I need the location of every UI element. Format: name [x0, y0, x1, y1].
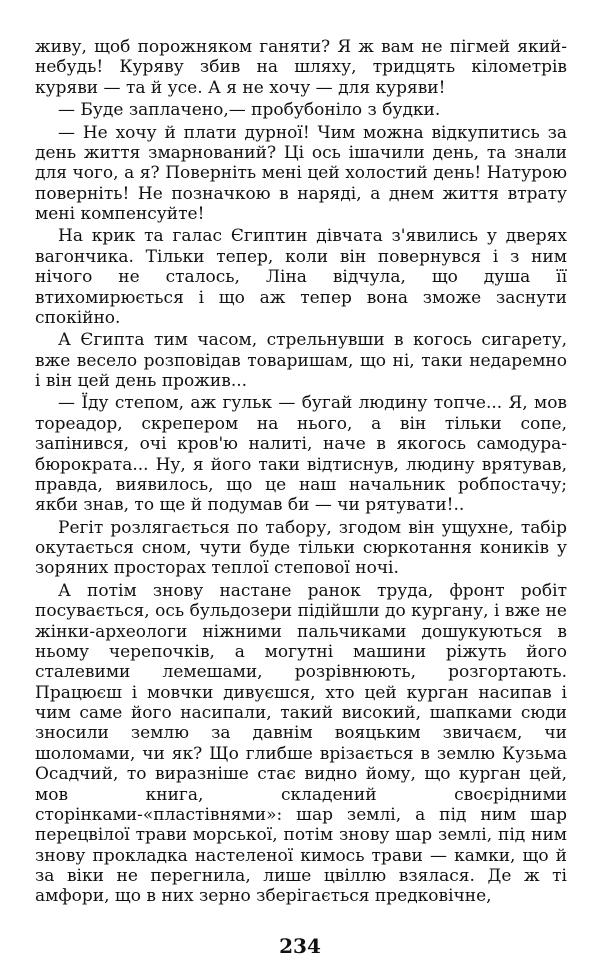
- paragraph: А Єгипта тим часом, стрельнувши в когось сигарету, вже весело розповідав товаришам, що ні, таки недаремно і він цей день прожив...: [35, 330, 567, 391]
- paragraph: — Буде заплачено,— пробубоніло з будки.: [58, 100, 441, 121]
- paragraph-continued: живу, щоб порожняком ганяти? Я ж вам не пігмей який-небудь! Куряву збив на шляху, тридцять кілометрів куряви — та й усе. А я не хочу — для куряви!: [35, 37, 567, 98]
- paragraph: На крик та галас Єгиптин дівчата з'явились у дверях вагончика. Тільки тепер, коли він повернувся і з ним нічого не сталось, Ліна відчула, що душа її втихомирюється і що аж тепер вона зможе заснути спокійно.: [35, 226, 567, 328]
- paragraph: — Їду степом, аж гульк — бугай людину топче... Я, мов тореадор, скрепером на нього, а він тільки сопе, запінився, очі кров'ю налиті, наче в якогось самодура-бюрократа... Ну, я його таки відтиснув, людину врятував, правда, виявилось, що це наш начальник робпостачу; якби знав, то ще й подумав би — чи рятувати!..: [35, 393, 567, 516]
- body-text: [35, 37, 567, 909]
- paragraph: Регіт розлягається по табору, згодом він ущухне, табір окутається сном, чути буде тільки сюркотання коників у зоряних просторах теплої степової ночі.: [35, 517, 567, 579]
- paragraph: — Не хочу й плати дурної! Чим можна відкупитись за день життя змарнований? Ці ось ішачили день, та знали для чого, а я? Поверніть мені цей холостий день! Натурою поверніть! Не позначкою в наряді, а днем життя втрату мені компенсуйте!: [35, 122, 567, 224]
- page-number: 234: [279, 934, 321, 958]
- paragraph: А потім знову настане ранок труда, фронт робіт посувається, ось бульдозери підійшли до кургану, і вже не жінки-археологи ніжними пальчиками дошукуються в ньому черепочків, а могутні машини ріжуть його сталевими лемешами, розрівнюють, розгортають. Працюєш і мовчки дивуєшся, хто цей курган насипав і чим саме його насипали, такий високий, шапками сюди зносили землю за давнім вояцьким звичаєм, чи шоломами, чи як? Що глибше врізається в землю Кузьма Осадчий, то виразніше стає видно йому, що курган цей, мов книга, складений своєрідними сторінками-«пластівнями»: шар землі, а під ним шар перецвілої трави морської, потім знову шар землі, під ним знову прокладка настеленої кимось трави — камки, що й за віки не перегнила, лише цвіллю взялася. Де ж ті амфори, що в них зерно зберігається предковічне,: [35, 580, 567, 907]
